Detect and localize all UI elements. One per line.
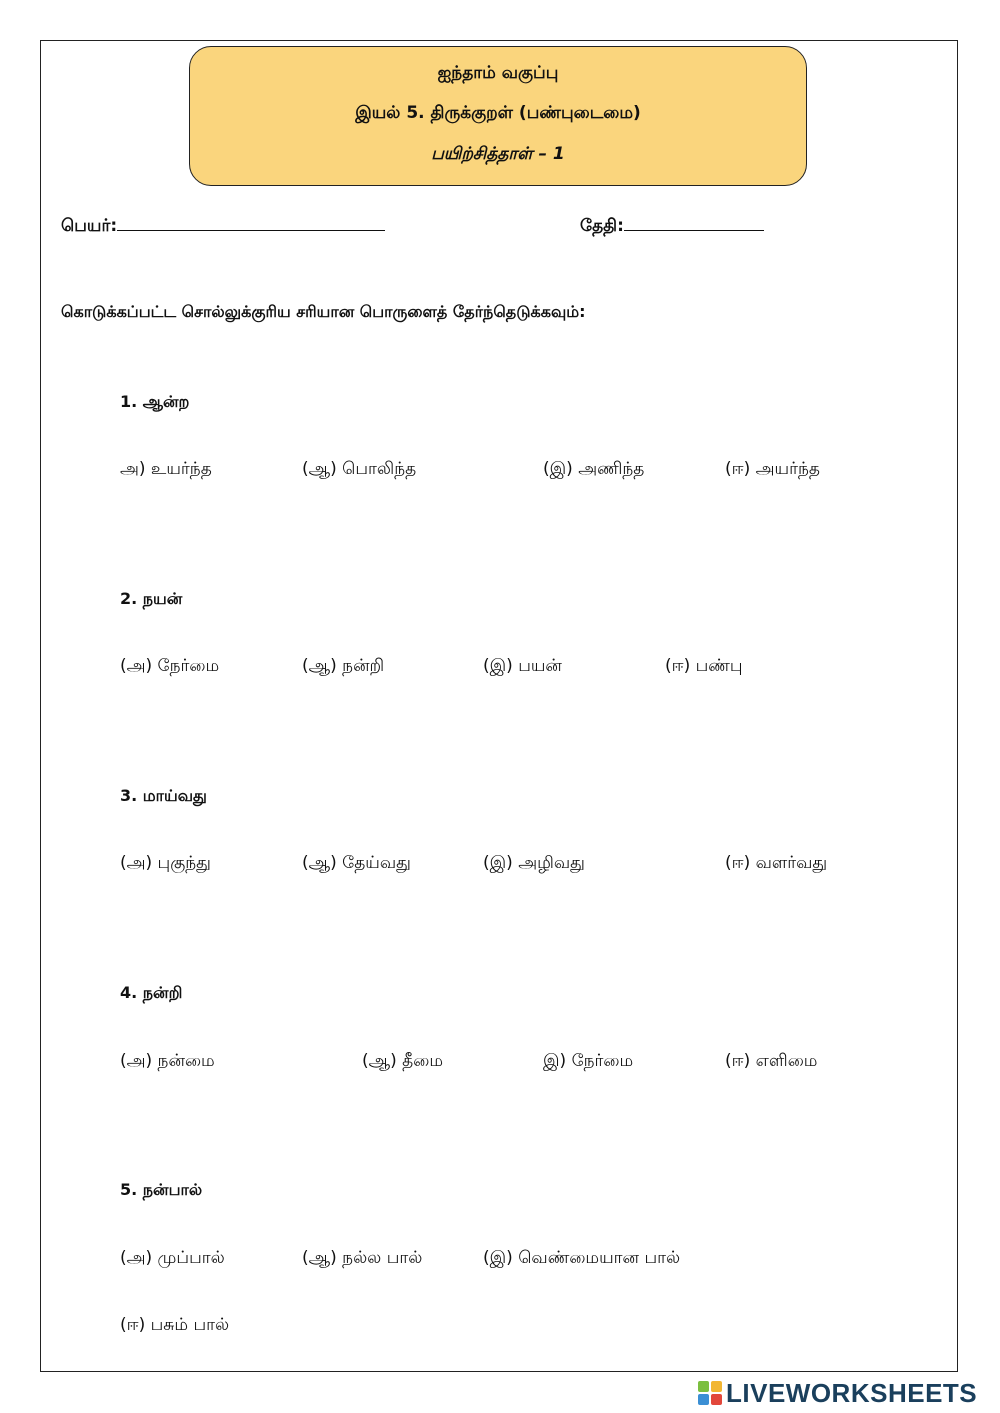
option-c[interactable]: (இ) பயன் <box>483 656 562 676</box>
option-c[interactable]: (இ) வெண்மையான பால் <box>483 1248 681 1268</box>
class-title: ஐந்தாம் வகுப்பு <box>437 63 559 83</box>
date-label: தேதி: <box>580 216 624 236</box>
date-input-line[interactable] <box>624 212 764 231</box>
worksheet-title: பயிற்சித்தாள் – 1 <box>431 144 565 164</box>
question-title: 3. மாய்வது <box>120 786 207 805</box>
option-c[interactable]: இ) நேர்மை <box>543 1051 634 1071</box>
option-b[interactable]: (ஆ) நன்றி <box>302 656 385 676</box>
option-d[interactable]: (ஈ) பண்பு <box>665 656 743 676</box>
option-d[interactable]: (ஈ) எளிமை <box>725 1051 818 1071</box>
option-a[interactable]: (அ) நன்மை <box>120 1051 215 1071</box>
question-title: 4. நன்றி <box>120 983 183 1002</box>
liveworksheets-logo[interactable] <box>698 1377 978 1408</box>
option-d[interactable]: (ஈ) அயர்ந்த <box>725 459 820 479</box>
option-b[interactable]: (ஆ) தீமை <box>362 1051 444 1071</box>
name-label: பெயர்: <box>61 216 118 236</box>
option-c[interactable]: (இ) அழிவது <box>483 853 585 873</box>
lesson-title: இயல் 5. திருக்குறள் (பண்புடைமை) <box>355 103 641 123</box>
question-title: 2. நயன் <box>120 589 183 608</box>
logo-square-icon <box>698 1381 709 1392</box>
option-a[interactable]: அ) உயர்ந்த <box>120 459 212 479</box>
option-b[interactable]: (ஆ) தேய்வது <box>302 853 411 873</box>
option-d[interactable]: (ஈ) பசும் பால் <box>120 1315 230 1335</box>
option-b[interactable]: (ஆ) நல்ல பால் <box>302 1248 423 1268</box>
option-b[interactable]: (ஆ) பொலிந்த <box>302 459 417 479</box>
question-title: 5. நன்பால் <box>120 1180 203 1199</box>
option-a[interactable]: (அ) முப்பால் <box>120 1248 225 1268</box>
name-input-line[interactable] <box>117 212 385 231</box>
option-d[interactable]: (ஈ) வளர்வது <box>725 853 828 873</box>
liveworksheets-icon <box>698 1381 722 1405</box>
logo-square-icon <box>711 1381 722 1392</box>
option-c[interactable]: (இ) அணிந்த <box>543 459 645 479</box>
date-field <box>580 212 764 238</box>
instruction: கொடுக்கப்பட்ட சொல்லுக்குரிய சரியான பொருளைத் தேர்ந்தெடுக்கவும்: <box>61 302 586 321</box>
question-title: 1. ஆன்ற <box>120 392 190 411</box>
option-a[interactable]: (அ) நேர்மை <box>120 656 220 676</box>
logo-square-icon <box>698 1394 709 1405</box>
title-box <box>189 46 807 186</box>
logo-square-icon <box>711 1394 722 1405</box>
page-border <box>40 40 958 1372</box>
option-a[interactable]: (அ) புகுந்து <box>120 853 211 873</box>
name-field <box>61 212 385 238</box>
brand-name: LIVEWORKSHEETS <box>726 1377 978 1408</box>
